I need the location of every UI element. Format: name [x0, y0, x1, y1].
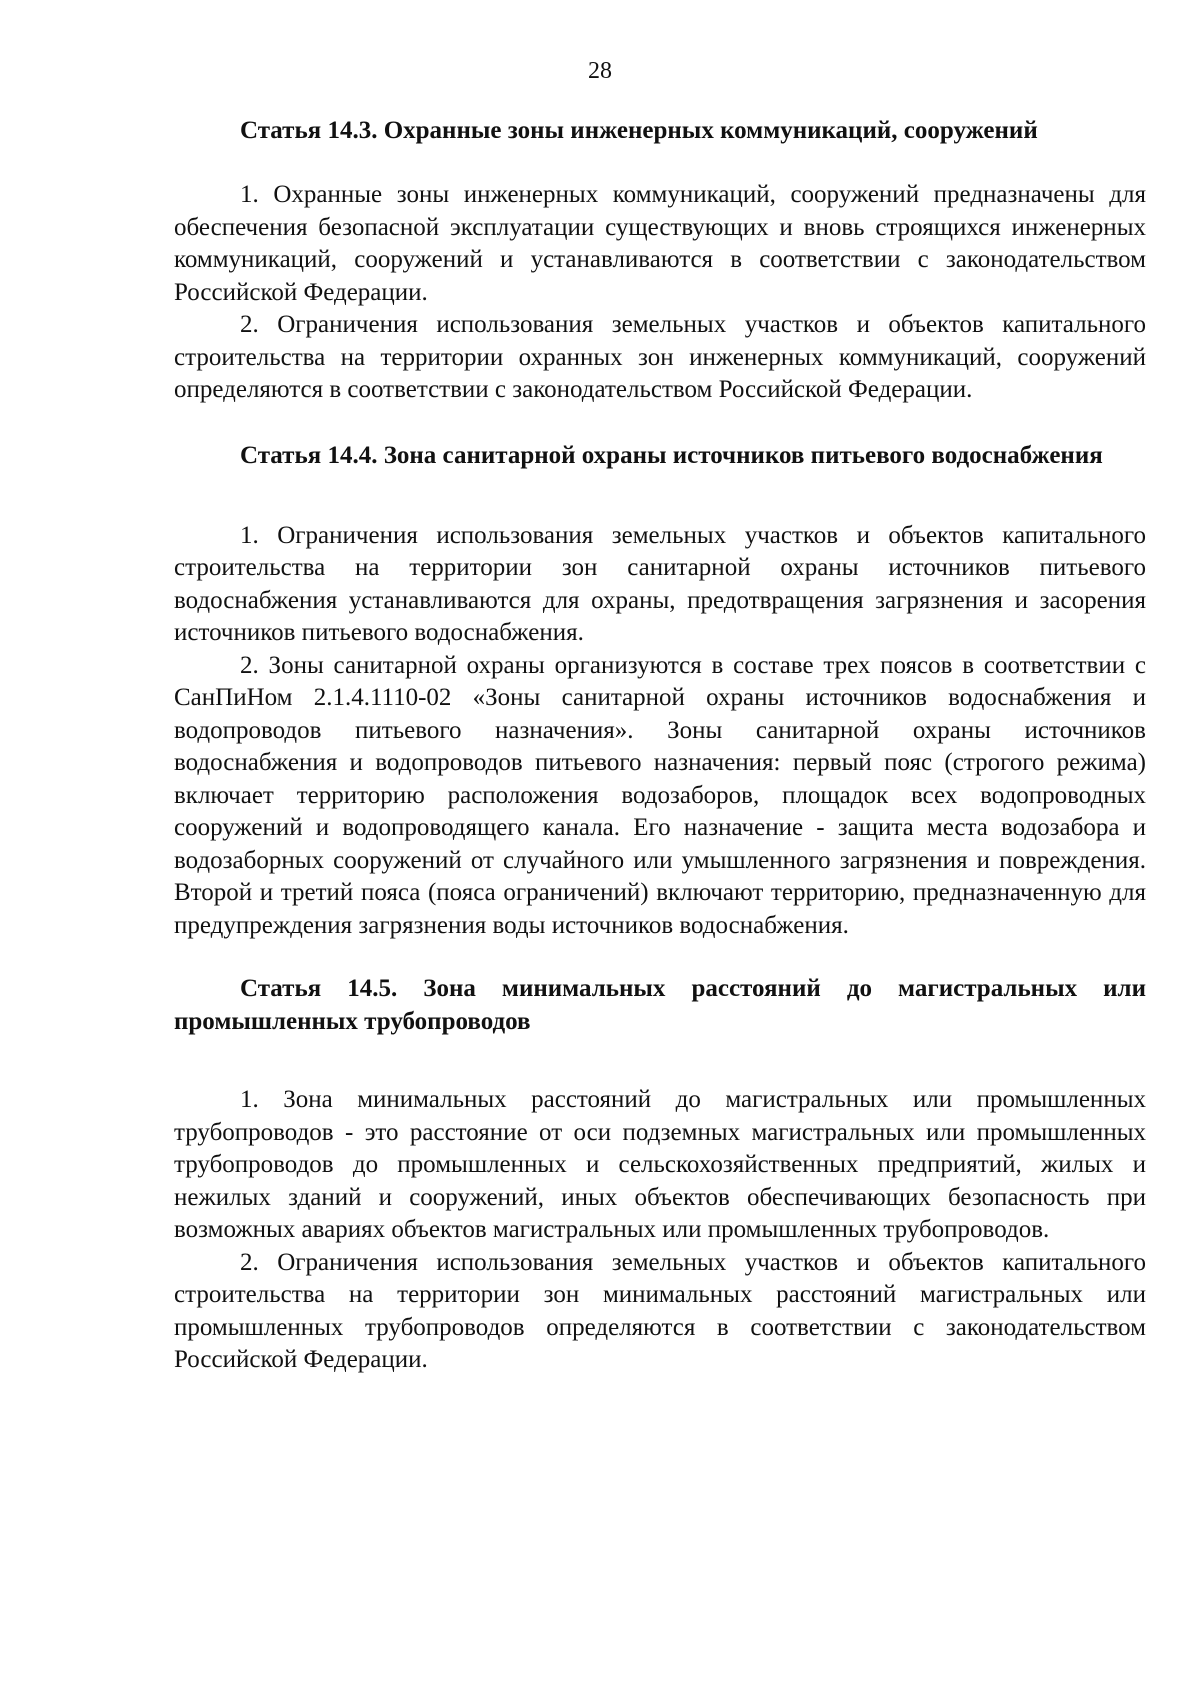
article-title: Статья 14.5. Зона минимальных расстояний до магистральных или промышленных трубопроводов	[174, 975, 1146, 1035]
article-14-5	[174, 972, 1146, 1377]
article-title: Статья 14.4. Зона санитарной охраны источников питьевого водоснабжения	[240, 441, 1103, 469]
paragraph: 1. Зона минимальных расстояний до магистральных или промышленных трубопроводов - это расстояние от оси подземных магистральных или промышленных трубопроводов до промышленных и сельскохозяйственных предприятий, жилых и нежилых зданий и сооружений, иных объектов обеспечивающих безопасность при возможных авариях объектов магистральных или промышленных трубопроводов.	[174, 1086, 1146, 1243]
article-body	[174, 1084, 1146, 1377]
article-body	[174, 179, 1146, 407]
paragraph: 1. Охранные зоны инженерных коммуникаций, сооружений предназначены для обеспечения безопасной эксплуатации существующих и вновь строящихся инженерных коммуникаций, сооружений и устанавливаются в соответствии с законодательством Российской Федерации.	[174, 181, 1146, 306]
paragraph: 2. Зоны санитарной охраны организуются в составе трех поясов в соответствии с СанПиНом 2.1.4.1110-02 «Зоны санитарной охраны источников водоснабжения и водопроводов питьевого назначения». Зоны санитарной охраны источников водоснабжения и водопроводов питьевого назначения: первый пояс (строгого режима) включает территорию расположения водозаборов, площадок всех водопроводных сооружений и водопроводящего канала. Его назначение - защита места водозабора и водозаборных сооружений от случайного или умышленного загрязнения и повреждения. Второй и третий пояса (пояса ограничений) включают территорию, предназначенную для предупреждения загрязнения воды источников водоснабжения.	[174, 651, 1146, 939]
paragraph: 1. Ограничения использования земельных участков и объектов капитального строительства на территории зон санитарной охраны источников питьевого водоснабжения устанавливаются для охраны, предотвращения загрязнения и засорения источников питьевого водоснабжения.	[174, 521, 1146, 646]
article-14-4	[174, 439, 1146, 943]
paragraph: 2. Ограничения использования земельных участков и объектов капитального строительства на территории охранных зон инженерных коммуникаций, сооружений определяются в соответствии с законодательством Российской Федерации.	[174, 311, 1146, 403]
article-14-3	[174, 114, 1146, 407]
article-body	[174, 520, 1146, 943]
page-number: 28	[588, 58, 612, 84]
article-title: Статья 14.3. Охранные зоны инженерных коммуникаций, сооружений	[240, 117, 1038, 144]
document-content	[174, 114, 1146, 1377]
paragraph: 2. Ограничения использования земельных участков и объектов капитального строительства на территории зон минимальных расстояний магистральных или промышленных трубопроводов определяются в соответствии с законодательством Российской Федерации.	[174, 1248, 1146, 1373]
